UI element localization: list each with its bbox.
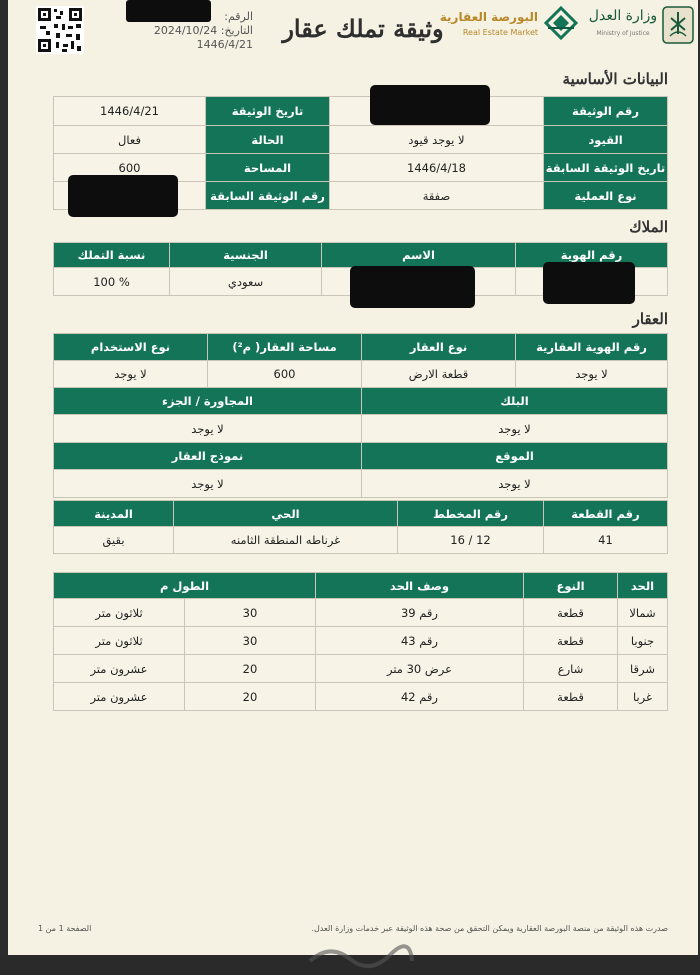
neighbor-value: لا يوجد — [54, 415, 362, 443]
date-label: التاريخ: — [220, 24, 253, 37]
rem-logo-english: Real Estate Market — [462, 28, 538, 37]
location-model-header-row — [54, 443, 668, 470]
doc-number-label: رقم الوثيقة — [544, 97, 668, 126]
real-estate-market-mark-icon — [544, 6, 578, 40]
plan-number-value: 16 / 12 — [398, 527, 544, 554]
property-value-row — [54, 361, 668, 388]
boundary-row — [54, 599, 668, 627]
restrictions-label: القيود — [544, 126, 668, 154]
owner-id-header: رقم الهوية — [516, 243, 668, 268]
usage-type-value: لا يوجد — [54, 361, 208, 388]
moj-logo-text: وزارة العدل — [588, 8, 658, 24]
redacted-previous-document-number — [68, 175, 178, 217]
boundary-description: رقم 39 — [316, 599, 524, 627]
property-area-value: 600 — [208, 361, 362, 388]
description-header: وصف الحد — [316, 573, 524, 599]
real-estate-market-logo — [439, 4, 578, 44]
basic-info-row — [54, 126, 668, 154]
restrictions-value: لا يوجد قيود — [330, 126, 544, 154]
block-neighbor-header-row — [54, 388, 668, 415]
property-area-header: مساحة العقار( م²) — [208, 334, 362, 361]
owner-nationality-header: الجنسية — [170, 243, 322, 268]
doc-date-label: تاريخ الوثيقة — [206, 97, 330, 126]
plan-number-header: رقم المخطط — [398, 501, 544, 527]
district-header: الحي — [174, 501, 398, 527]
block-header: البلك — [362, 388, 668, 415]
boundary-type: قطعة — [524, 627, 618, 655]
bottom-strip — [0, 955, 700, 975]
property-header-row — [54, 334, 668, 361]
location-header: الموقع — [362, 443, 668, 470]
boundary-length: 30 — [185, 599, 316, 627]
owner-share-header: نسبة التملك — [54, 243, 170, 268]
boundary-length-text: ثلاثون متر — [54, 627, 185, 655]
owner-name-header: الاسم — [322, 243, 516, 268]
boundary-description: رقم 42 — [316, 683, 524, 711]
owner-share-value: 100 % — [54, 268, 170, 296]
usage-type-header: نوع الاستخدام — [54, 334, 208, 361]
rem-logo-arabic: البورصة العقارية — [439, 10, 538, 24]
property-heading: العقار — [632, 310, 668, 328]
boundary-type: شارع — [524, 655, 618, 683]
date-hijri: 1446/4/21 — [196, 38, 253, 51]
boundary-side: شرقا — [618, 655, 668, 683]
basic-info-row — [54, 97, 668, 126]
prev-doc-date-value: 1446/4/18 — [330, 154, 544, 182]
boundary-side: شمالا — [618, 599, 668, 627]
block-neighbor-value-row — [54, 415, 668, 443]
length-header: الطول م — [54, 573, 316, 599]
block-value: لا يوجد — [362, 415, 668, 443]
property-table-main — [53, 333, 668, 498]
page-number: الصفحة 1 من 1 — [38, 924, 92, 933]
status-label: الحالة — [206, 126, 330, 154]
boundary-description: عرض 30 متر — [316, 655, 524, 683]
side-header: الحد — [618, 573, 668, 599]
area-label: المساحة — [206, 154, 330, 182]
redacted-owner-name — [350, 266, 475, 308]
operation-type-label: نوع العملية — [544, 182, 668, 210]
location-value: لا يوجد — [362, 470, 668, 498]
plot-header-row — [54, 501, 668, 527]
status-value: فعال — [54, 126, 206, 154]
district-value: غرناطه المنطقة الثامنه — [174, 527, 398, 554]
prev-doc-date-label: تاريخ الوثيقة السابقة — [544, 154, 668, 182]
owner-nationality-value: سعودي — [170, 268, 322, 296]
boundary-length: 20 — [185, 655, 316, 683]
boundaries-header-row — [54, 573, 668, 599]
redacted-owner-id — [543, 262, 635, 304]
prev-doc-number-label: رقم الوثيقة السابقة — [206, 182, 330, 210]
property-type-value: قطعة الارض — [362, 361, 516, 388]
plot-value-row — [54, 527, 668, 554]
property-table-plot — [53, 500, 668, 554]
neighbor-header: المجاورة / الجزء — [54, 388, 362, 415]
ministry-of-justice-logo — [584, 6, 694, 46]
boundary-side: غربا — [618, 683, 668, 711]
city-value: بقيق — [54, 527, 174, 554]
boundary-row — [54, 627, 668, 655]
property-type-header: نوع العقار — [362, 334, 516, 361]
boundary-row — [54, 683, 668, 711]
footer-verification-note: صدرت هذه الوثيقة من منصة البورصة العقارية ويمكن التحقق من صحة هذه الوثيقة عبر خدمات وزارة العدل. — [311, 924, 668, 933]
doc-date-value: 1446/4/21 — [54, 97, 206, 126]
redacted-reference-number — [126, 0, 211, 22]
moj-logo-subtitle: Ministry of Justice — [596, 30, 650, 37]
plot-number-header: رقم القطعة — [544, 501, 668, 527]
boundary-length-text: عشرون متر — [54, 655, 185, 683]
property-id-value: لا يوجد — [516, 361, 668, 388]
property-id-header: رقم الهوية العقارية — [516, 334, 668, 361]
redacted-document-number — [370, 85, 490, 125]
boundary-length-text: ثلاثون متر — [54, 599, 185, 627]
qr-code-icon[interactable] — [36, 6, 84, 54]
basic-info-heading: البيانات الأساسية — [562, 70, 668, 88]
boundary-row — [54, 655, 668, 683]
boundary-length: 20 — [185, 683, 316, 711]
area-value: 600 — [54, 154, 206, 182]
watermark-icon — [300, 941, 420, 969]
plot-number-value: 41 — [544, 527, 668, 554]
model-value: لا يوجد — [54, 470, 362, 498]
saudi-emblem-icon — [662, 6, 694, 44]
operation-type-value: صفقة — [330, 182, 544, 210]
model-header: نموذج العقار — [54, 443, 362, 470]
owners-heading: الملاك — [629, 218, 668, 236]
boundary-side: جنوبا — [618, 627, 668, 655]
date-gregorian: 2024/10/24 — [153, 24, 218, 37]
type-header: النوع — [524, 573, 618, 599]
boundary-description: رقم 43 — [316, 627, 524, 655]
boundary-length-text: عشرون متر — [54, 683, 185, 711]
ref-number-label: الرقم: — [224, 10, 253, 23]
boundary-type: قطعة — [524, 599, 618, 627]
boundary-length: 30 — [185, 627, 316, 655]
document-title: وثيقة تملك عقار — [282, 14, 444, 43]
boundary-type: قطعة — [524, 683, 618, 711]
boundaries-table — [53, 572, 668, 711]
location-model-value-row — [54, 470, 668, 498]
property-deed-document — [8, 0, 698, 955]
city-header: المدينة — [54, 501, 174, 527]
